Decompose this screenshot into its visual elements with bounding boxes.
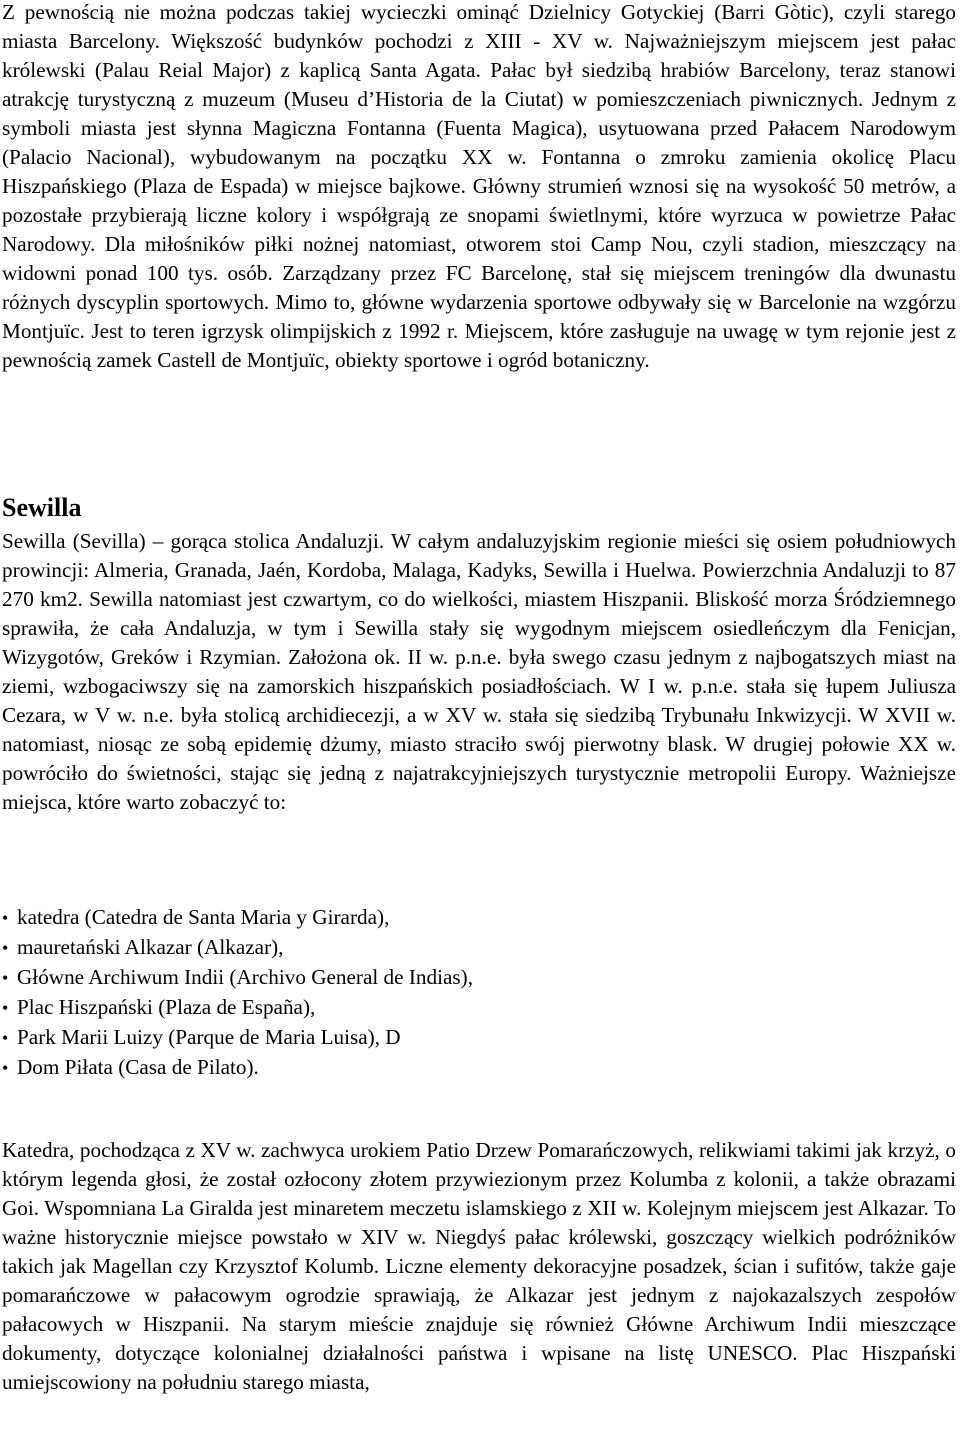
list-item <box>2 963 473 993</box>
section-heading-sewilla: Sewilla <box>2 493 82 522</box>
list-item-text: mauretański Alkazar (Alkazar), <box>17 935 284 959</box>
bullet-icon: • <box>2 968 9 988</box>
barcelona-intro-paragraph: Z pewnością nie można podczas takiej wycieczki ominąć Dzielnicy Gotyckiej (Barri Gòtic), czyli starego miasta Barcelony. Większość budynków pochodzi z XIII - XV w. Najważniejszym miejscem jest pałac królewski (Palau Reial Major) z kaplicą Santa Agata. Pałac był siedzibą hrabiów Barcelony, teraz stanowi atrakcję turystyczną z muzeum (Museu d’Historia de la Ciutat) w pomieszczeniach piwnicznych. Jednym z symboli miasta jest słynna Magiczna Fontanna (Fuenta Magica), usytuowana przed Pałacem Narodowym (Palacio Nacional), wybudowanym na początku XX w. Fontanna o zmroku zamienia okolicę Placu Hiszpańskiego (Plaza de Espada) w miejsce bajkowe. Główny strumień wznosi się na wysokość 50 metrów, a pozostałe przybierają liczne kolory i współgrają ze snopami świetlnymi, które wyrzuca w powietrze Pałac Narodowy. Dla miłośników piłki nożnej natomiast, otworem stoi Camp Nou, czyli stadion, mieszczący na widowni ponad 100 tys. osób. Zarządzany przez FC Barcelonę, stał się miejscem treningów dla dwunastu różnych dyscyplin sportowych. Mimo to, główne wydarzenia sportowe odbywały się w Barcelonie na wzgórzu Montjuïc. Jest to teren igrzysk olimpijskich z 1992 r. Miejscem, które zasługuje na uwagę w tym rejonie jest z pewnością zamek Castell de Montjuïc, obiekty sportowe i ogród botaniczny. <box>2 0 956 372</box>
bullet-icon: • <box>2 938 9 958</box>
list-item <box>2 993 473 1023</box>
places-list <box>2 903 473 1083</box>
list-item-text: Dom Piłata (Casa de Pilato). <box>17 1055 259 1079</box>
list-item-text: Plac Hiszpański (Plaza de España), <box>17 995 316 1019</box>
bullet-icon: • <box>2 1028 9 1048</box>
sewilla-paragraph: Sewilla (Sevilla) – gorąca stolica Andaluzji. W całym andaluzyjskim regionie mieści się osiem południowych prowincji: Almeria, Granada, Jaén, Kordoba, Malaga, Kadyks, Sewilla i Huelwa. Powierzchnia Andaluzji to 87 270 km2. Sewilla natomiast jest czwartym, co do wielkości, miastem Hiszpanii. Bliskość morza Śródziemnego sprawiła, że cała Andaluzja, w tym i Sewilla stały się wygodnym miejscem osiedleńczym dla Fenicjan, Wizygotów, Greków i Rzymian. Założona ok. II w. p.n.e. była swego czasu jednym z najbogatszych miast na ziemi, wzbogaciwszy się na zamorskich hiszpańskich posiadłościach. W I w. p.n.e. stała się łupem Juliusza Cezara, w V w. n.e. była stolicą archidiecezji, a w XV w. stała się siedzibą Trybunału Inkwizycji. W XVII w. natomiast, niosąc ze sobą epidemię dżumy, miasto straciło swój pierwotny blask. W drugiej połowie XX w. powróciło do świetności, stając się jedną z najatrakcyjniejszych turystycznie metropolii Europy. Ważniejsze miejsca, które warto zobaczyć to: <box>2 529 956 814</box>
list-item-text: katedra (Catedra de Santa Maria y Girarda), <box>17 905 390 929</box>
list-item <box>2 933 473 963</box>
bullet-icon: • <box>2 998 9 1018</box>
list-item-text: Główne Archiwum Indii (Archivo General de Indias), <box>17 965 473 989</box>
list-item <box>2 1053 473 1083</box>
list-item-text: Park Marii Luizy (Parque de Maria Luisa), D <box>17 1025 401 1049</box>
list-item <box>2 1023 473 1053</box>
list-item <box>2 903 473 933</box>
bullet-icon: • <box>2 908 9 928</box>
bullet-icon: • <box>2 1058 9 1078</box>
katedra-paragraph: Katedra, pochodząca z XV w. zachwyca urokiem Patio Drzew Pomarańczowych, relikwiami takimi jak krzyż, o którym legenda głosi, że został ozłocony złotem przywiezionym przez Kolumba z kolonii, a także obrazami Goi. Wspomniana La Giralda jest minaretem meczetu islamskiego z XII w. Kolejnym miejscem jest Alkazar. To ważne historycznie miejsce powstało w XIV w. Niegdyś pałac królewski, goszczący wielkich podróżników takich jak Magellan czy Krzysztof Kolumb. Liczne elementy dekoracyjne posadzek, ścian i sufitów, także gaje pomarańczowe w pałacowym ogrodzie sprawiają, że Alkazar jest jednym z najokazalszych zespołów pałacowych w Hiszpanii. Na starym mieście znajduje się również Główne Archiwum Indii mieszczące dokumenty, dotyczące kolonialnej działalności państwa i wpisane na listę UNESCO. Plac Hiszpański umiejscowiony na południu starego miasta, <box>2 1138 956 1394</box>
